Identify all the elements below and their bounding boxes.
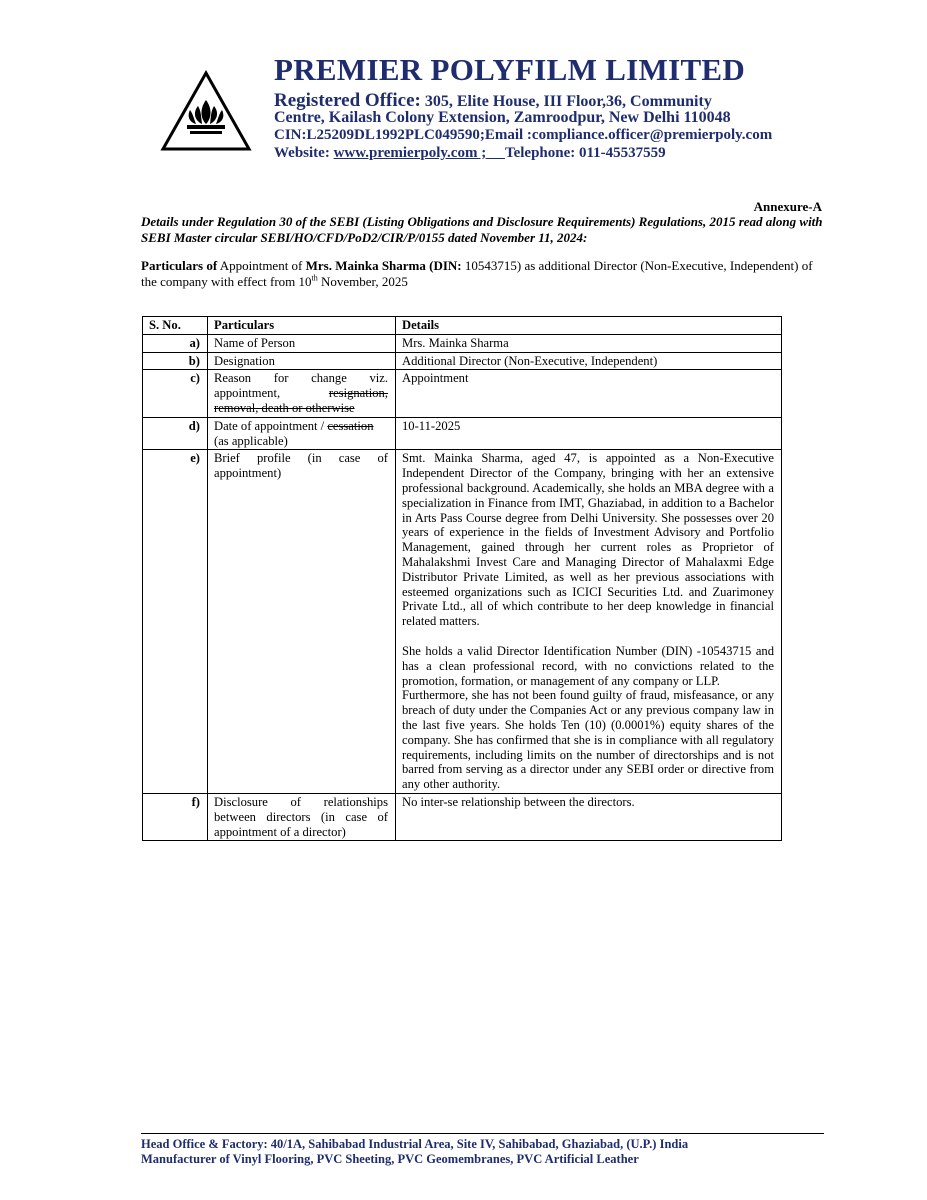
row-detail: 10-11-2025 — [396, 417, 782, 450]
row-sno: a) — [143, 334, 208, 352]
address-line-1: 305, Elite House, III Floor,36, Community — [420, 93, 712, 110]
table-row — [143, 334, 782, 352]
profile-paragraph-1: Smt. Mainka Sharma, aged 47, is appointed as a Non-Executive Independent Director of the Company, bringing with her an extensive professional background. Academically, she holds an MBA degree with a specialization in Finance from IMT, Ghaziabad, in addition to a Bachelor in Arts Pass Course degree from Delhi University. She possesses over 20 years of experience in the fields of Investment Advisory and Portfolio Management, gained through her current roles as Proprietor of Mahalakshmi Invest Care and Managing Director of Mahalaxmi Edge Distributor Private Limited, as well as her previous associations with esteemed organizations such as ICICI Securities Ltd. and Zuarimoney Private Ltd., all of which contribute to her deep knowledge in financial related matters. — [402, 451, 774, 629]
row-sno: c) — [143, 370, 208, 417]
particular-struck: resignation, removal, death or otherwise — [214, 386, 388, 415]
appointment-details-table — [142, 316, 782, 841]
row-particular — [208, 370, 396, 417]
header-particulars: Particulars — [208, 317, 396, 335]
company-name: PREMIER POLYFILM LIMITED — [274, 52, 746, 87]
row-detail: Appointment — [396, 370, 782, 417]
registered-office-label: Registered Office: — [274, 90, 421, 111]
row-detail: Additional Director (Non-Executive, Independent) — [396, 352, 782, 370]
website-gap — [486, 145, 505, 161]
profile-paragraph-2: She holds a valid Director Identification Number (DIN) -10543715 and has a clean professional record, with no convictions related to the promotion, formation, or management of any company or LLP. — [402, 643, 774, 688]
profile-paragraph-3: Furthermore, she has not been found guilty of fraud, misfeasance, or any breach of duty under the Companies Act or any previous company law in the last five years. She holds Ten (10) (0.0001%) equity shares of the company. She has confirmed that she is in compliance with all regulatory requirements, including limits on the number of directorships and is not barred from serving as a director under any SEBI order or directive from any other authority. — [402, 688, 774, 792]
row-sno: f) — [143, 793, 208, 840]
website-link[interactable]: www.premierpoly.com ; — [333, 145, 487, 161]
table-row — [143, 417, 782, 450]
website-line — [274, 145, 666, 162]
website-label: Website: — [274, 145, 334, 161]
row-particular: Disclosure of relationships between directors (in case of appointment of a director) — [208, 793, 396, 840]
table-row — [143, 450, 782, 794]
lotus-in-triangle-icon — [160, 70, 252, 152]
row-particular: Name of Person — [208, 334, 396, 352]
address-line-2: Centre, Kailash Colony Extension, Zamroodpur, New Delhi 110048 — [274, 109, 731, 126]
table-header-row — [143, 317, 782, 335]
row-particular: Brief profile (in case of appointment) — [208, 450, 396, 794]
row-particular — [208, 417, 396, 450]
annexure-label: Annexure-A — [753, 199, 822, 214]
header-sno: S. No. — [143, 317, 208, 335]
row-sno: d) — [143, 417, 208, 450]
particulars-lead: Particulars of — [141, 258, 218, 273]
row-sno: e) — [143, 450, 208, 794]
footer-divider — [141, 1133, 824, 1134]
particular-tail: (as applicable) — [214, 433, 288, 448]
particulars-paragraph — [141, 258, 831, 290]
row-detail: Mrs. Mainka Sharma — [396, 334, 782, 352]
particular-struck: cessation — [327, 418, 374, 433]
table-row — [143, 352, 782, 370]
header-details: Details — [396, 317, 782, 335]
regulation-intro: Details under Regulation 30 of the SEBI (Listing Obligations and Disclosure Requirements) Regulations, 2015 read along with SEBI Master circular SEBI/HO/CFD/PoD2/CIR/P/0155 dated November 11, 2024: — [141, 214, 823, 245]
footer-head-office: Head Office & Factory: 40/1A, Sahibabad Industrial Area, Site IV, Sahibabad, Ghaziabad, (U.P.) India — [141, 1137, 689, 1151]
person-din: Mrs. Mainka Sharma (DIN: — [305, 258, 462, 273]
row-detail: No inter-se relationship between the directors. — [396, 793, 782, 840]
particulars-text-3: November, 2025 — [317, 274, 408, 289]
telephone: Telephone: 011-45537559 — [504, 145, 666, 161]
table-row — [143, 370, 782, 417]
particulars-text-1: Appointment of — [217, 258, 306, 273]
cin-email-line: CIN:L25209DL1992PLC049590;Email :compliance.officer@premierpoly.com — [274, 127, 773, 143]
table-row — [143, 793, 782, 840]
row-sno: b) — [143, 352, 208, 370]
date-superscript: th — [311, 273, 318, 283]
particulars-text-2: 10543715) as additional Director (Non-Executive, Independent) of the company with effect from 10 — [141, 258, 813, 289]
particular-plain: Date of appointment / — [214, 418, 328, 433]
row-particular: Designation — [208, 352, 396, 370]
particular-plain: Reason for change viz. appointment, — [214, 371, 388, 401]
footer-manufacturer: Manufacturer of Vinyl Flooring, PVC Sheeting, PVC Geomembranes, PVC Artificial Leather — [141, 1152, 639, 1166]
row-detail — [396, 450, 782, 794]
